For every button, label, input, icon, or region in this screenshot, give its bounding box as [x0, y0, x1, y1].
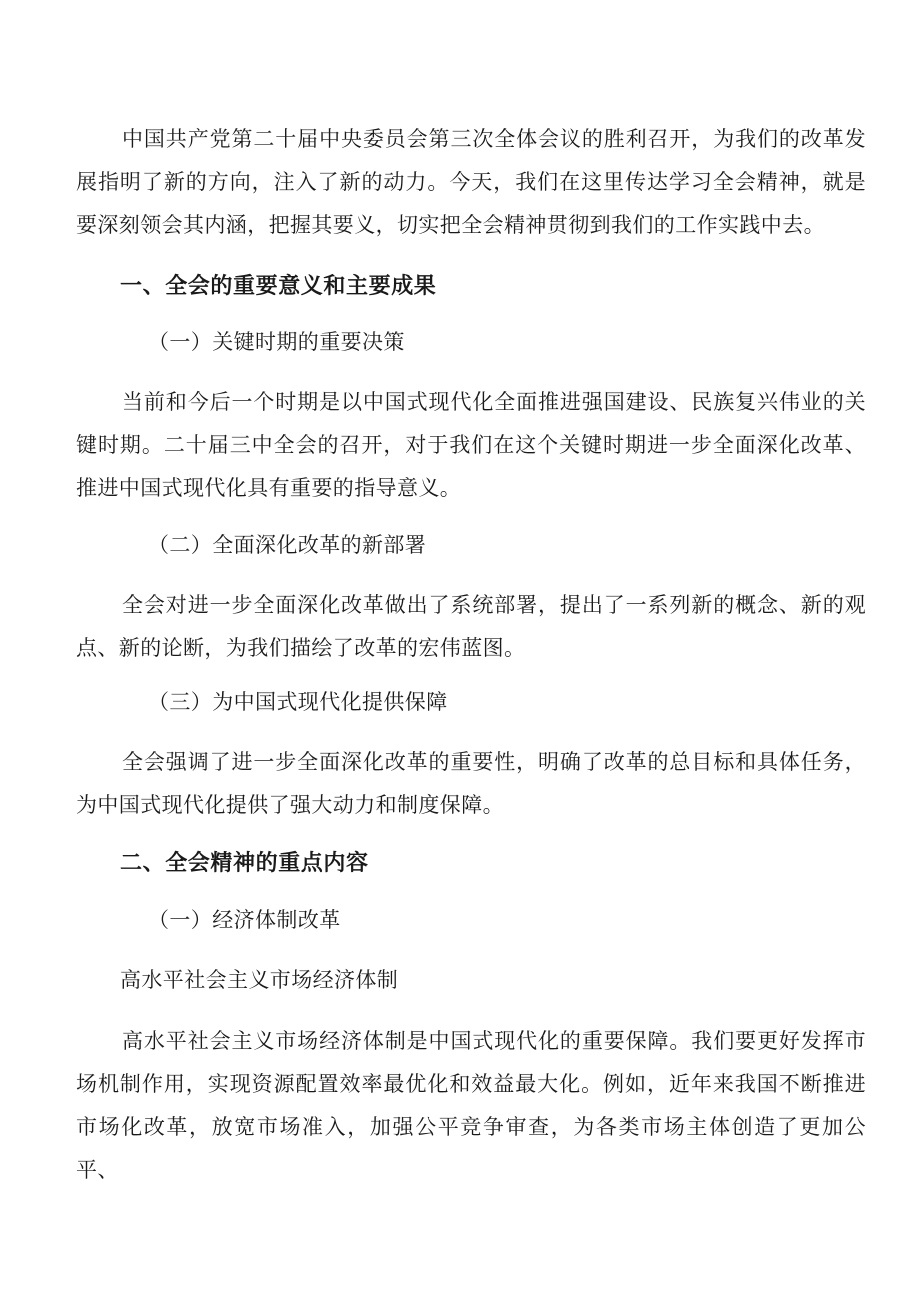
section-1-sub-3-paragraph: 全会强调了进一步全面深化改革的重要性，明确了改革的总目标和具体任务，为中国式现代化提供了强大动力和制度保障。: [76, 750, 866, 817]
section-2-heading: 二、全会精神的重点内容: [120, 851, 369, 876]
section-1-sub-2-heading: （二）全面深化改革的新部署: [148, 533, 427, 557]
section-2-topic-heading: 高水平社会主义市场经济体制: [120, 968, 399, 992]
section-1-sub-2-paragraph: 全会对进一步全面深化改革做出了系统部署，提出了一系列新的概念、新的观点、新的论断，为我们描绘了改革的宏伟蓝图。: [76, 593, 866, 660]
intro-paragraph: 中国共产党第二十届中央委员会第三次全体会议的胜利召开，为我们的改革发展指明了新的方向，注入了新的动力。今天，我们在这里传达学习全会精神，就是要深刻领会其内涵，把握其要义，切实把全会精神贯彻到我们的工作实践中去。: [76, 127, 866, 237]
section-1-sub-1-heading: （一）关键时期的重要决策: [148, 330, 405, 354]
section-1-sub-1-paragraph: 当前和今后一个时期是以中国式现代化全面推进强国建设、民族复兴伟业的关键时期。二十届三中全会的召开，对于我们在这个关键时期进一步全面深化改革、推进中国式现代化具有重要的指导意义。: [76, 390, 866, 500]
section-1-sub-3-heading: （三）为中国式现代化提供保障: [148, 690, 448, 714]
section-1-heading: 一、全会的重要意义和主要成果: [120, 274, 437, 299]
section-2-sub-1-paragraph: 高水平社会主义市场经济体制是中国式现代化的重要保障。我们要更好发挥市场机制作用，实现资源配置效率最优化和效益最大化。例如，近年来我国不断推进市场化改革，放宽市场准入，加强公平竞争审查，为各类市场主体创造了更加公平、: [76, 1029, 866, 1182]
section-2-sub-1-heading: （一）经济体制改革: [148, 908, 341, 932]
